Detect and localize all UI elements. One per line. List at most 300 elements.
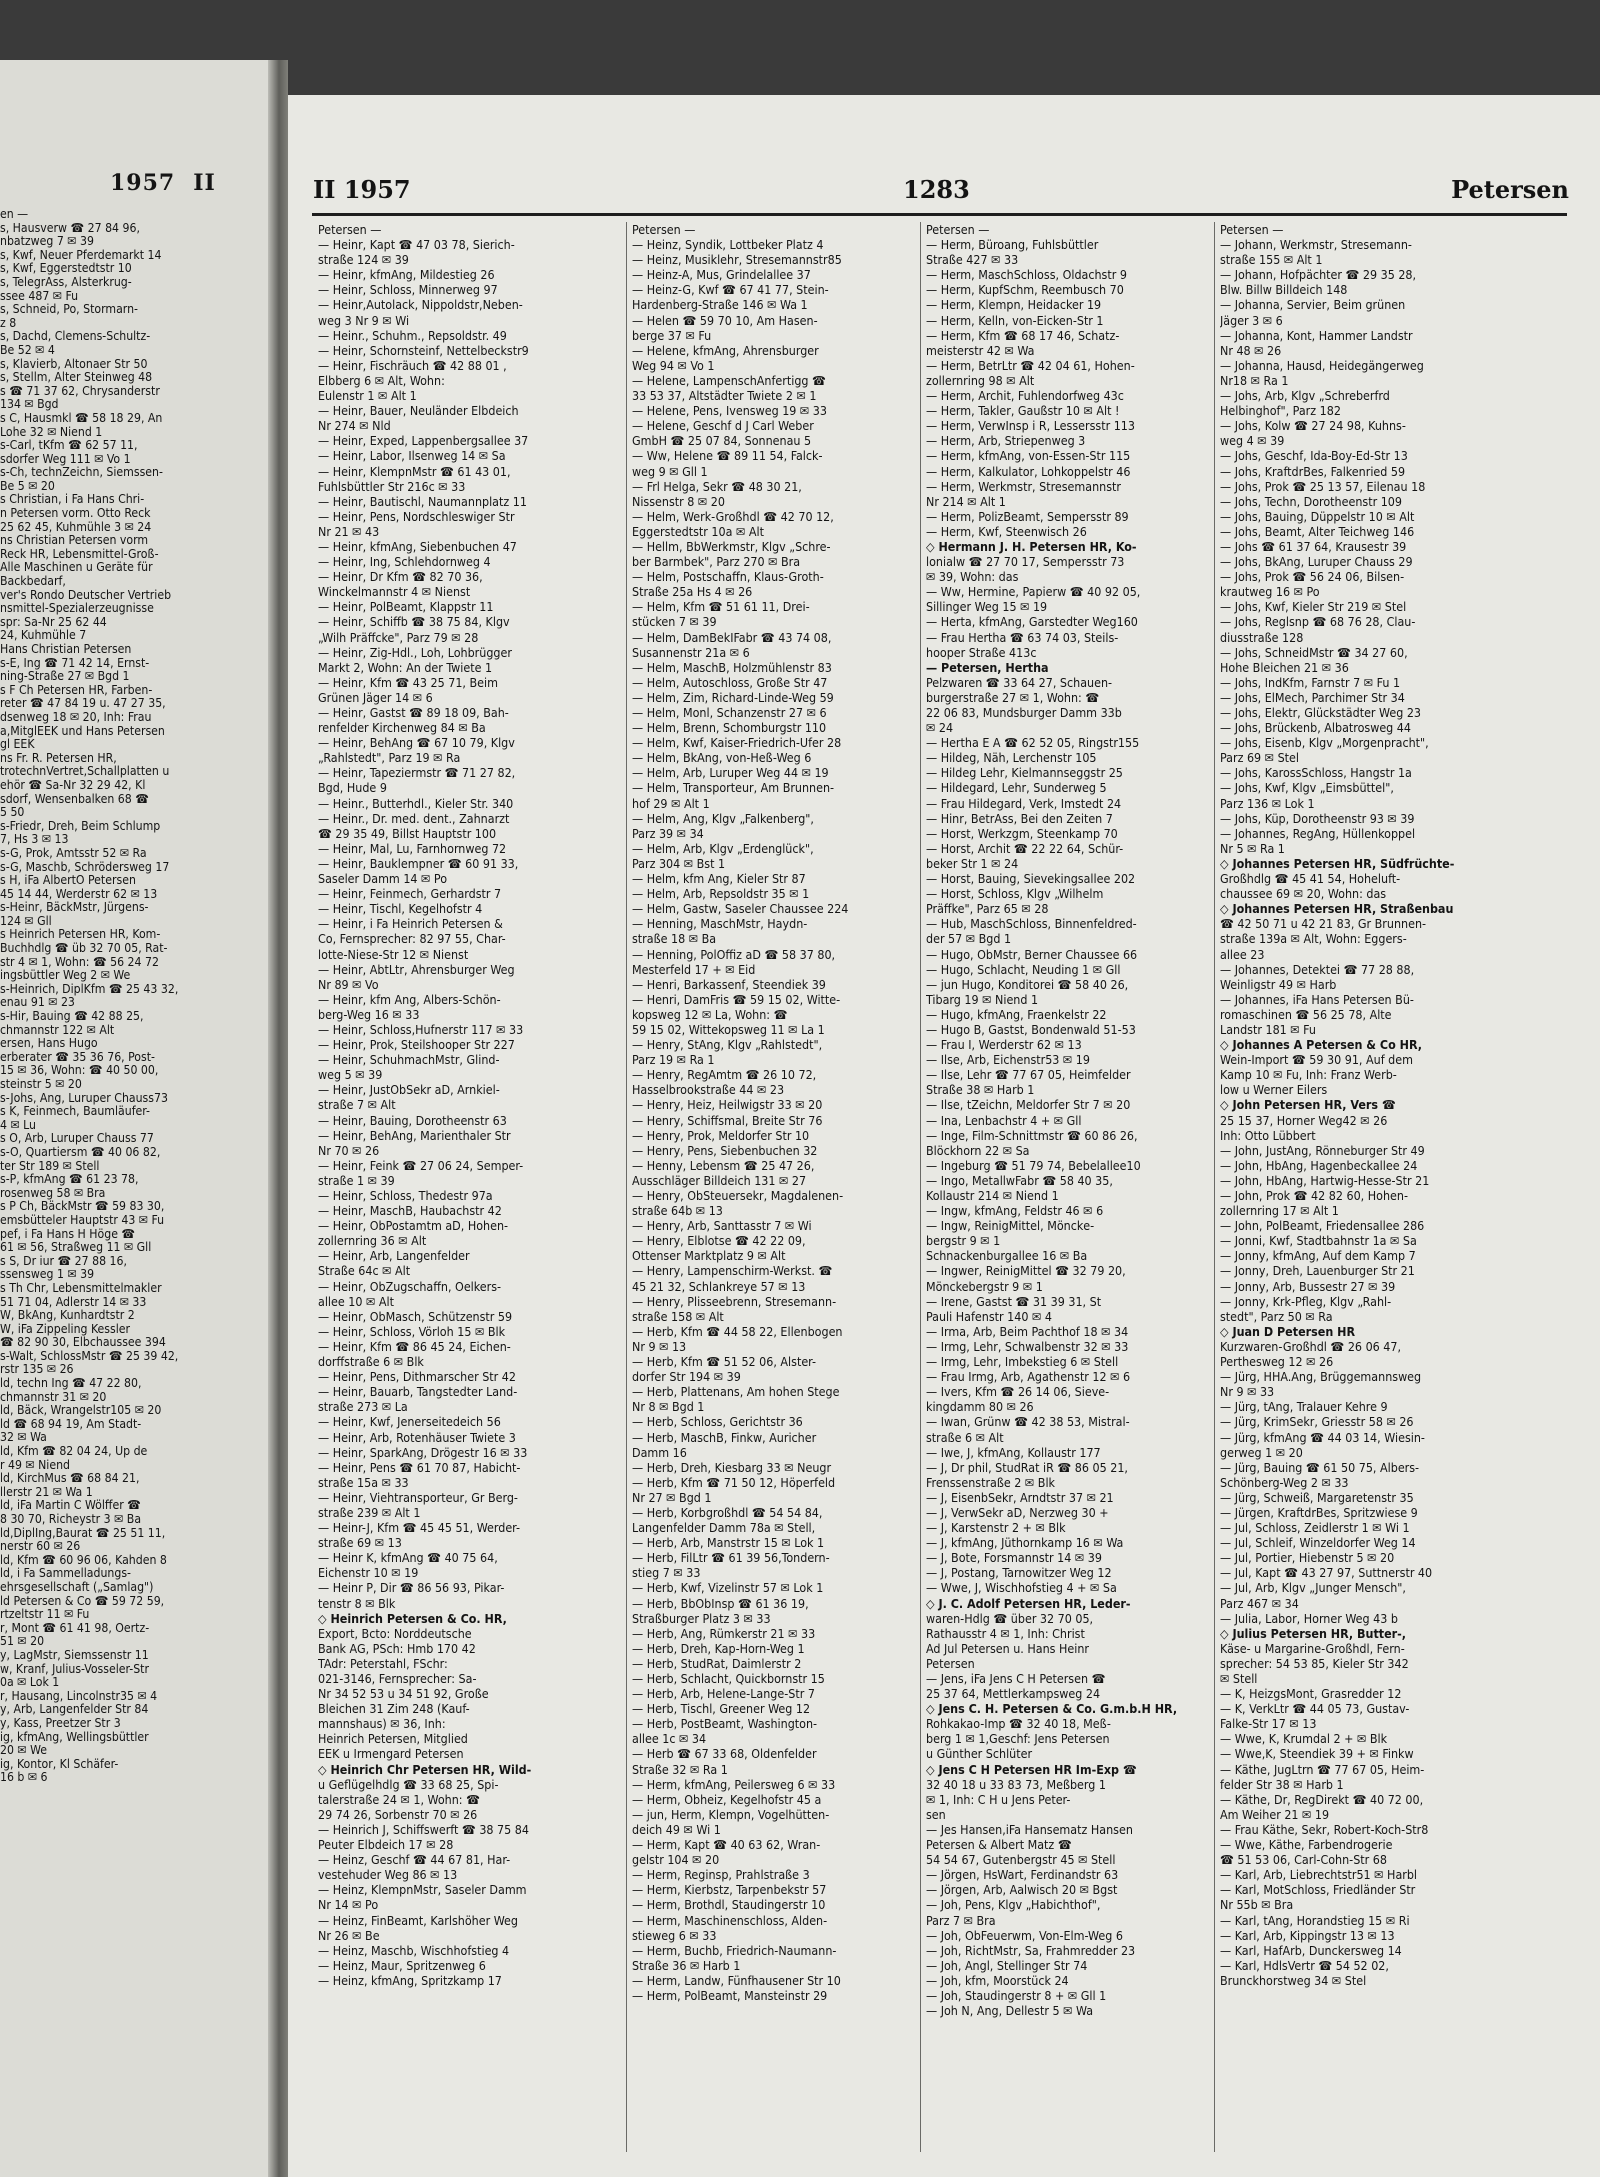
left-page-line: pef, i Fa Hans H Höge ☎ <box>0 1227 136 1241</box>
directory-entry-line: 45 21 32, Schlankreye 57 ✉ 13 <box>632 1278 806 1294</box>
directory-entry-line: — Joh N, Ang, Dellestr 5 ✉ Wa <box>926 2003 1094 2019</box>
header-rule <box>312 213 1567 216</box>
directory-entry-line: 32 40 18 u 33 83 73, Meßberg 1 <box>926 1776 1106 1792</box>
directory-entry-line: — Johs, KraftdrBes, Falkenried 59 <box>1220 463 1406 479</box>
directory-entry-line: — J, kfmAng, Jüthornkamp 16 ✉ Wa <box>926 1535 1124 1551</box>
directory-entry-line: Kollaustr 214 ✉ Niend 1 <box>926 1188 1059 1203</box>
directory-entry-line: Straße 25a Hs 4 ✉ 26 <box>632 584 753 600</box>
directory-entry-line: 021-3146, Fernsprecher: Sa- <box>318 1671 477 1686</box>
left-page-line: 51 ✉ 20 <box>0 1635 45 1649</box>
firm-entry-line: ◇ Heinrich Chr Petersen HR, Wild- <box>318 1761 532 1777</box>
left-page-line: sdorf, Wensenbalken 68 ☎ <box>0 792 149 806</box>
directory-entry-line: Blöckhorn 22 ✉ Sa <box>926 1142 1030 1158</box>
directory-entry-line: — Jörgen, HsWart, Ferdinandstr 63 <box>926 1867 1119 1883</box>
left-page-line: 8 30 70, Richeystr 3 ✉ Ba <box>0 1513 142 1526</box>
directory-entry-line: — Frau Irmg, Arb, Agathenstr 12 ✉ 6 <box>926 1369 1131 1385</box>
directory-entry-line: — Helene, Geschf d J Carl Weber <box>632 418 814 434</box>
directory-entry-line: — Herm, MaschSchloss, Oldachstr 9 <box>926 267 1127 283</box>
directory-entry-line: — Helm, DamBekIFabr ☎ 43 74 08, <box>632 629 832 645</box>
left-page-line: trotechnVertret,Schallplatten u <box>0 765 170 779</box>
directory-entry-line: — Joh, ObFeuerwm, Von-Elm-Weg 6 <box>926 1927 1123 1943</box>
left-page-line: Be 5 ✉ 20 <box>0 479 55 493</box>
directory-entry-line: „Wilh Präffcke", Parz 79 ✉ 28 <box>318 629 479 645</box>
directory-entry-line: Mesterfeld 17 + ✉ Eid <box>632 961 756 977</box>
directory-entry-line: — K, VerkLtr ☎ 44 05 73, Gustav- <box>1220 1701 1410 1717</box>
directory-entry-line: Brunckhorstweg 34 ✉ Stel <box>1220 1972 1367 1988</box>
directory-entry-line: — Henning, MaschMstr, Haydn- <box>632 916 808 932</box>
directory-entry-line: straße 124 ✉ 39 <box>318 252 409 268</box>
directory-entry-line: Parz 7 ✉ Bra <box>926 1912 996 1928</box>
directory-entry-line: — Ilse, tZeichn, Meldorfer Str 7 ✉ 20 <box>926 1097 1131 1113</box>
directory-entry-line: — Helene, kfmAng, Ahrensburger <box>632 342 819 358</box>
directory-entry-line: Nr 89 ✉ Vo <box>318 976 379 992</box>
directory-entry-line: — Irmg, Lehr, Imbekstieg 6 ✉ Stell <box>926 1354 1119 1370</box>
directory-entry-line: — Ina, Lenbachstr 4 + ✉ Gll <box>926 1112 1082 1128</box>
directory-entry-line: Bleichen 31 Zim 248 (Kauf- <box>318 1701 470 1717</box>
book-gutter <box>268 60 288 2177</box>
left-page-line: Be 52 ✉ 4 <box>0 343 55 357</box>
directory-entry-line: — Jul, Arb, Klgv „Junger Mensch", <box>1220 1580 1406 1596</box>
directory-entry-line: ber Barmbek", Parz 270 ✉ Bra <box>632 554 801 570</box>
directory-entry-line: — Johs, KarossSchloss, Hangstr 1a <box>1220 765 1412 781</box>
directory-entry-line: Pauli Hafenstr 140 ✉ 4 <box>926 1308 1052 1324</box>
directory-entry-line: — Herb, Dreh, Kiesbarg 33 ✉ Neugr <box>632 1459 832 1475</box>
directory-entry-line: — Helm, Kwf, Kaiser-Friedrich-Ufer 28 <box>632 735 842 751</box>
directory-entry-line: Hohe Bleichen 21 ✉ 36 <box>1220 659 1349 675</box>
directory-entry-line: — Heinr, ObMasch, Schützenstr 59 <box>318 1308 513 1324</box>
directory-entry-line: — Heinr, SparkAng, Drögestr 16 ✉ 33 <box>318 1444 528 1460</box>
directory-entry-line: — Heinr, kfm Ang, Albers-Schön- <box>318 991 501 1007</box>
firm-entry-line: ◇ Juan D Petersen HR <box>1220 1323 1356 1339</box>
directory-entry-line: kingdamm 80 ✉ 26 <box>926 1399 1034 1415</box>
directory-entry-line: straße 6 ✉ Alt <box>926 1429 1004 1445</box>
directory-entry-line: weg 3 Nr 9 ✉ Wi <box>318 312 410 328</box>
directory-entry-line: — John, HbAng, Hartwig-Hesse-Str 21 <box>1220 1172 1430 1188</box>
directory-entry-line: berg-Weg 16 ✉ 33 <box>318 1006 420 1022</box>
left-page-line: ld, Bäck, Wrangelstr105 ✉ 20 <box>0 1404 162 1418</box>
directory-entry-line: — Heinr, Schiffb ☎ 38 75 84, Klgv <box>318 614 510 630</box>
directory-entry-line: — J, Bote, Forsmannstr 14 ✉ 39 <box>926 1550 1102 1566</box>
left-page-line: s, Kwf, Neuer Pferdemarkt 14 <box>0 248 162 262</box>
directory-entry-line: Rathausstr 4 ✉ 1, Inh: Christ <box>926 1625 1085 1641</box>
directory-entry-line: — Helm, Arb, Klgv „Erdenglück", <box>632 840 814 856</box>
left-page-line: 20 ✉ We <box>0 1744 47 1758</box>
directory-entry-line: — Jörgen, Arb, Aalwisch 20 ✉ Bgst <box>926 1882 1118 1898</box>
directory-entry-line: — Heinr, Gastst ☎ 89 18 09, Bah- <box>318 705 509 720</box>
left-page-line: chmannstr 31 ✉ 20 <box>0 1390 107 1404</box>
directory-entry-line: — J, Dr phil, StudRat iR ☎ 86 05 21, <box>926 1459 1128 1475</box>
directory-entry-line: — Herb, StudRat, Daimlerstr 2 <box>632 1655 802 1671</box>
left-page-line: s O, Arb, Luruper Chauss 77 <box>0 1132 154 1146</box>
directory-entry-line: — Johannes, iFa Hans Petersen Bü- <box>1220 991 1414 1007</box>
directory-entry-line: — Heinr, Prok, Steilshooper Str 227 <box>318 1037 515 1053</box>
directory-entry-line: — Helm, Autoschloss, Große Str 47 <box>632 674 828 690</box>
left-page-line: ehrsgesellschaft („Samlag") <box>0 1580 154 1594</box>
directory-entry-line: — Heinr, KlempnMstr ☎ 61 43 01, <box>318 463 511 479</box>
directory-entry-line: burgerstraße 27 ✉ 1, Wohn: ☎ <box>926 689 1100 705</box>
directory-entry-line: — Iwe, J, kfmAng, Kollaustr 177 <box>926 1444 1101 1460</box>
left-page-year: 1957 <box>110 170 176 196</box>
directory-entry-line: Straße 427 ✉ 33 <box>926 252 1019 268</box>
directory-entry-line: — Johs, Prok ☎ 25 13 57, Eilenau 18 <box>1220 478 1426 494</box>
directory-entry-line: — Herm, kfmAng, von-Essen-Str 115 <box>926 448 1131 464</box>
directory-entry-line: GmbH ☎ 25 07 84, Sonnenau 5 <box>632 433 812 449</box>
directory-entry-line: — Henri, Barkassenf, Steendiek 39 <box>632 976 826 992</box>
left-page-line: ld,DiplIng,Baurat ☎ 25 51 11, <box>0 1526 166 1540</box>
directory-entry-line: — Irmg, Lehr, Schwalbenstr 32 ✉ 33 <box>926 1338 1129 1354</box>
directory-entry-line: — Herb, Tischl, Greener Weg 12 <box>632 1701 811 1717</box>
directory-entry-line: Nr 27 ✉ Bgd 1 <box>632 1489 712 1505</box>
directory-entry-line: — Horst, Schloss, Klgv „Wilhelm <box>926 886 1104 902</box>
directory-entry-line: Perthesweg 12 ✉ 26 <box>1220 1354 1334 1370</box>
directory-entry-line: mannshaus) ✉ 36, Inh: <box>318 1716 446 1732</box>
directory-entry-line: der 57 ✉ Bgd 1 <box>926 931 1012 947</box>
left-page-line: ersen, Hans Hugo <box>0 1037 98 1051</box>
directory-entry-line: u Günther Schlüter <box>926 1746 1033 1762</box>
directory-entry-line: — J, EisenbSekr, Arndtstr 37 ✉ 21 <box>926 1489 1114 1505</box>
directory-entry-line: Kamp 10 ✉ Fu, Inh: Franz Werb- <box>1220 1067 1397 1083</box>
left-page-line: s-G, Maschb, Schrödersweg 17 <box>0 860 170 874</box>
directory-entry-line: Nr 70 ✉ 26 <box>318 1142 380 1158</box>
directory-entry-line: Petersen — <box>632 222 696 237</box>
left-page-line: sdorfer Weg 111 ✉ Vo 1 <box>0 452 131 466</box>
directory-entry-line: Hasselbrookstraße 44 ✉ 23 <box>632 1082 785 1098</box>
directory-entry-line: — Jonny, Dreh, Lauenburger Str 21 <box>1220 1263 1415 1279</box>
directory-entry-line: hof 29 ✉ Alt 1 <box>632 795 710 811</box>
directory-entry-line: ☎ 29 35 49, Billst Hauptstr 100 <box>318 825 497 841</box>
directory-entry-line: — Henry, Heiz, Heilwigstr 33 ✉ 20 <box>632 1097 823 1113</box>
left-page-entries <box>0 208 236 1785</box>
directory-entry-line: waren-Hdlg ☎ über 32 70 05, <box>926 1610 1094 1626</box>
directory-entry-line: renfelder Kirchenweg 84 ✉ Ba <box>318 720 486 736</box>
directory-entry-line: — Heinr, Ing, Schlehdornweg 4 <box>318 554 491 570</box>
directory-entry-line: allee 1c ✉ 34 <box>632 1731 707 1747</box>
column-separator <box>626 222 627 2152</box>
left-page-line: s-P, kfmAng ☎ 61 23 78, <box>0 1173 139 1187</box>
directory-entry-line: Käse- u Margarine-Großhdl, Fern- <box>1220 1640 1405 1656</box>
directory-entry-line: — Heinr, Bauarb, Tangstedter Land- <box>318 1384 518 1400</box>
directory-entry-line: — Heinr, Feink ☎ 27 06 24, Semper- <box>318 1157 524 1173</box>
directory-entry-line: u Geflügelhdlg ☎ 33 68 25, Spi- <box>318 1776 499 1792</box>
directory-entry-line: — Jul, Schloss, Zeidlerstr 1 ✉ Wi 1 <box>1220 1520 1410 1536</box>
directory-entry-line: Straßburger Platz 3 ✉ 33 <box>632 1610 771 1626</box>
directory-entry-line: — Herm, Archit, Fuhlendorfweg 43c <box>926 388 1124 404</box>
left-page-line: s-Friedr, Dreh, Beim Schlump <box>0 819 161 833</box>
left-page-line: s-Johs, Ang, Luruper Chauss73 <box>0 1091 168 1105</box>
left-page-line: ld, KirchMus ☎ 68 84 21, <box>0 1472 140 1486</box>
directory-entry-line: — Johs, Arb, Klgv „Schreberfrd <box>1220 388 1390 404</box>
directory-entry-line: — Jürg, kfmAng ☎ 44 03 14, Wiesin- <box>1220 1429 1425 1445</box>
left-page-line: 25 62 45, Kuhmühle 3 ✉ 24 <box>0 520 152 534</box>
directory-entry-line: — Johs, Küp, Dorotheenstr 93 ✉ 39 <box>1220 810 1415 826</box>
directory-entry-line: — Jonni, Kwf, Stadtbahnstr 1a ✉ Sa <box>1220 1233 1417 1249</box>
directory-entry-line: — Jürg, Schweiß, Margaretenstr 35 <box>1220 1489 1414 1505</box>
left-page-line: s-O, Quartiersm ☎ 40 06 82, <box>0 1145 161 1159</box>
directory-entry-line: — Heinr, Bauklempner ☎ 60 91 33, <box>318 855 519 871</box>
directory-entry-line: straße 1 ✉ 39 <box>318 1172 395 1188</box>
directory-entry-line: Nr 5 ✉ Ra 1 <box>1220 840 1285 856</box>
directory-entry-line: — Heinz, Maschb, Wischhofstieg 4 <box>318 1942 510 1958</box>
directory-entry-line: Straße 32 ✉ Ra 1 <box>632 1761 728 1777</box>
directory-entry-line: — Heinr,Autolack, Nippoldstr,Neben- <box>318 297 523 313</box>
left-page-line: W, iFa Zippeling Kessler <box>0 1322 131 1336</box>
directory-entry-line: — J, Postang, Tarnowitzer Weg 12 <box>926 1565 1112 1581</box>
directory-entry-line: Wein-Import ☎ 59 30 91, Auf dem <box>1220 1052 1413 1068</box>
directory-entry-line: Weinligstr 49 ✉ Harb <box>1220 976 1337 992</box>
left-page-line: ssensweg 1 ✉ 39 <box>0 1268 95 1282</box>
directory-entry-line: — Herta, kfmAng, Garstedter Weg160 <box>926 614 1138 630</box>
directory-entry-line: — Helm, Postschaffn, Klaus-Groth- <box>632 569 824 585</box>
directory-entry-line: krautweg 16 ✉ Po <box>1220 584 1320 600</box>
directory-entry-line: ☎ 51 53 06, Carl-Cohn-Str 68 <box>1220 1852 1387 1868</box>
directory-entry-line: — Heinr, MaschB, Haubachstr 42 <box>318 1203 502 1219</box>
directory-entry-line: — Herm, Kfm ☎ 68 17 46, Schatz- <box>926 327 1120 343</box>
directory-entry-line: Heinrich Petersen, Mitglied <box>318 1731 468 1747</box>
directory-entry-line: 33 53 37, Altstädter Twiete 2 ✉ 1 <box>632 388 817 404</box>
directory-entry-line: — Johs, Elektr, Glückstädter Weg 23 <box>1220 705 1422 720</box>
directory-entry-line: straße 273 ✉ La <box>318 1399 408 1415</box>
directory-entry-line: Petersen — <box>1220 222 1284 237</box>
directory-entry-line: Winckelmannstr 4 ✉ Nienst <box>318 584 471 600</box>
directory-entry-line: gerweg 1 ✉ 20 <box>1220 1444 1303 1460</box>
directory-entry-line: — Heinr, Bauing, Dorotheenstr 63 <box>318 1112 507 1128</box>
left-page-line: ver's Rondo Deutscher Vertrieb <box>0 588 172 602</box>
left-page-line: s, Dachd, Clemens-Schultz- <box>0 330 151 344</box>
directory-entry-line: — Jens, iFa Jens C H Petersen ☎ <box>926 1671 1106 1686</box>
directory-entry-line: — Herb, Kfm ☎ 71 50 12, Höperfeld <box>632 1474 836 1490</box>
left-page-line: s-Carl, tKfm ☎ 62 57 11, <box>0 439 138 453</box>
directory-entry-line: Parz 19 ✉ Ra 1 <box>632 1052 715 1068</box>
directory-entry-line: — Hinr, BetrAss, Bei den Zeiten 7 <box>926 810 1113 826</box>
directory-entry-line: — Heinz-G, Kwf ☎ 67 41 77, Stein- <box>632 282 829 298</box>
directory-entry-line: — Johs, Geschf, Ida-Boy-Ed-Str 13 <box>1220 448 1408 464</box>
directory-entry-line: 59 15 02, Wittekopsweg 11 ✉ La 1 <box>632 1021 825 1037</box>
directory-entry-line: allee 23 <box>1220 946 1265 962</box>
directory-entry-line: felder Str 38 ✉ Harb 1 <box>1220 1776 1344 1792</box>
firm-entry-line: ◇ Johannes Petersen HR, Südfrüchte- <box>1220 855 1455 871</box>
directory-entry-line: — Iwan, Grünw ☎ 42 38 53, Mistral- <box>926 1414 1130 1430</box>
left-page-line: 4 ✉ Lu <box>0 1118 36 1132</box>
directory-entry-line: — Herb, Arb, Helene-Lange-Str 7 <box>632 1686 815 1702</box>
directory-entry-line: „Rahlstedt", Parz 19 ✉ Ra <box>318 750 461 766</box>
firm-entry-line: ◇ Jens C. H. Petersen & Co. G.m.b.H HR, <box>926 1701 1178 1717</box>
firm-entry-line: ◇ Johannes A Petersen & Co HR, <box>1220 1037 1423 1053</box>
left-page-line: 32 ✉ Wa <box>0 1431 47 1445</box>
directory-entry-line: — Johs, Reglsnp ☎ 68 76 28, Clau- <box>1220 614 1416 630</box>
left-page-line: s K, Feinmech, Baumläufer- <box>0 1105 150 1119</box>
directory-entry-line: Frenssenstraße 2 ✉ Blk <box>926 1474 1056 1490</box>
directory-entry-line: — Henry, Plisseebrenn, Stresemann- <box>632 1293 837 1309</box>
left-page-line: y, Arb, Langenfelder Str 84 <box>0 1703 149 1717</box>
directory-entry-line: Nr 214 ✉ Alt 1 <box>926 493 1006 509</box>
directory-entry-line: — Helm, Gastw, Saseler Chaussee 224 <box>632 901 849 917</box>
directory-entry-line: — Heinr, Schornsteinf, Nettelbeckstr9 <box>318 342 529 358</box>
directory-entry-line: — Karl, Arb, Liebrechtstr51 ✉ Harbl <box>1220 1867 1418 1883</box>
directory-entry-line: Susannenstr 21a ✉ 6 <box>632 644 750 660</box>
directory-entry-line: — Helene, LampenschAnfertigg ☎ <box>632 372 826 388</box>
directory-entry-line: — Jürgen, KraftdrBes, Spritzwiese 9 <box>1220 1504 1418 1520</box>
firm-entry-line: ◇ Hermann J. H. Petersen HR, Ko- <box>926 538 1137 554</box>
directory-entry-line: Mönckebergstr 9 ✉ 1 <box>926 1278 1043 1294</box>
firm-entry-line: ◇ J. C. Adolf Petersen HR, Leder- <box>926 1595 1131 1611</box>
left-page-line: str 4 ✉ 1, Wohn: ☎ 56 24 72 <box>0 955 159 969</box>
directory-entry-line: — Johs, IndKfm, Farnstr 7 ✉ Fu 1 <box>1220 674 1401 690</box>
left-page-line: dsenweg 18 ✉ 20, Inh: Frau <box>0 710 152 724</box>
directory-entry-line: — Joh, Pens, Klgv „Habichthof", <box>926 1897 1101 1913</box>
directory-entry-line: Parz 69 ✉ Stel <box>1220 750 1299 766</box>
directory-entry-line: Petersen — <box>926 222 990 237</box>
directory-entry-line: zollernring 98 ✉ Alt <box>926 372 1035 388</box>
directory-entry-line: — Heinz, Syndik, Lottbeker Platz 4 <box>632 237 824 253</box>
directory-entry-line: — Hellm, BbWerkmstr, Klgv „Schre- <box>632 538 831 554</box>
left-page-line: s S, Dr iur ☎ 27 88 16, <box>0 1254 127 1268</box>
directory-entry-line: — Herm, Reginsp, Prahlstraße 3 <box>632 1867 810 1883</box>
left-page-line: rstr 135 ✉ 26 <box>0 1363 74 1377</box>
directory-entry-line: tenstr 8 ✉ Blk <box>318 1595 396 1611</box>
directory-entry-line: — Henry, Arb, Santtasstr 7 ✉ Wi <box>632 1218 812 1234</box>
left-page-line: ld, techn Ing ☎ 47 22 80, <box>0 1377 142 1391</box>
directory-entry-line: Großhdlg ☎ 45 41 54, Hoheluft- <box>1220 871 1401 887</box>
directory-entry-line: — Herm, Buchb, Friedrich-Naumann- <box>632 1942 837 1958</box>
directory-entry-line: diusstraße 128 <box>1220 629 1304 645</box>
directory-entry-line: — jun Hugo, Konditorei ☎ 58 40 26, <box>926 976 1129 992</box>
directory-entry-line: romaschinen ☎ 56 25 78, Alte <box>1220 1006 1392 1022</box>
directory-entry-line: Parz 39 ✉ 34 <box>632 825 704 841</box>
directory-entry-line: — Helm, Arb, Repsoldstr 35 ✉ 1 <box>632 886 810 902</box>
directory-entry-line: — Wwe, K, Krumdal 2 + ✉ Blk <box>1220 1731 1388 1747</box>
directory-entry-line: — Herb, Kwf, Vizelinstr 57 ✉ Lok 1 <box>632 1580 824 1596</box>
directory-entry-line: Nr 48 ✉ 26 <box>1220 342 1282 358</box>
directory-entry-line: straße 239 ✉ Alt 1 <box>318 1504 421 1520</box>
directory-entry-line: — Heinz, Geschf ☎ 44 67 81, Har- <box>318 1852 511 1868</box>
directory-entry-line: — Horst, Bauing, Sievekingsallee 202 <box>926 871 1136 887</box>
directory-entry-line: TAdr: Peterstahl, FSchr: <box>318 1655 448 1671</box>
directory-entry-line: — Herb, Schlacht, Quickbornstr 15 <box>632 1671 825 1686</box>
directory-entry-line: — Helm, Monl, Schanzenstr 27 ✉ 6 <box>632 705 827 720</box>
directory-entry-line: — Hildeg, Näh, Lerchenstr 105 <box>926 750 1097 766</box>
left-page-line: 0a ✉ Lok 1 <box>0 1676 60 1690</box>
directory-entry-line: Ad Jul Petersen u. Hans Heinr <box>926 1640 1090 1656</box>
directory-entry-line: — Herm, PolBeamt, Mansteinstr 29 <box>632 1987 828 2003</box>
directory-entry-line: — Horst, Werkzgm, Steenkamp 70 <box>926 825 1118 841</box>
directory-entry-line: stieweg 6 ✉ 33 <box>632 1927 717 1943</box>
directory-entry-line: sen <box>926 1806 946 1822</box>
left-page-line: steinstr 5 ✉ 20 <box>0 1078 82 1091</box>
directory-entry-line: — Herb, Plattenans, Am hohen Stege <box>632 1384 840 1400</box>
directory-entry-line: Bgd, Hude 9 <box>318 780 387 796</box>
directory-entry-line: Bank AG, PSch: Hmb 170 42 <box>318 1640 476 1656</box>
directory-entry-line: — Heinr, Schloss, Minnerweg 97 <box>318 282 498 298</box>
directory-entry-line: Elbberg 6 ✉ Alt, Wohn: <box>318 372 445 388</box>
directory-entry-line: — K, HeizgsMont, Grasredder 12 <box>1220 1686 1402 1702</box>
directory-entry-line: 54 54 67, Gutenbergstr 45 ✉ Stell <box>926 1852 1116 1868</box>
directory-entry-line: — Heinz-A, Mus, Grindelallee 37 <box>632 267 811 283</box>
directory-entry-line: weg 4 ✉ 39 <box>1220 433 1285 449</box>
directory-entry-line: — Heinr, ObPostamtm aD, Hohen- <box>318 1218 509 1234</box>
directory-entry-line: Schönberg-Weg 2 ✉ 33 <box>1220 1474 1349 1490</box>
directory-entry-line: — Henry, ObSteuersekr, Magdalenen- <box>632 1188 844 1203</box>
left-page-line: enau 91 ✉ 23 <box>0 996 75 1010</box>
directory-entry-line: Nr 14 ✉ Po <box>318 1897 379 1913</box>
directory-entry-line: zollernring 36 ✉ Alt <box>318 1233 427 1249</box>
left-page-line: W, BkAng, Kunhardtstr 2 <box>0 1309 135 1323</box>
directory-entry-line: — Herm, kfmAng, Peilersweg 6 ✉ 33 <box>632 1776 836 1792</box>
directory-entry-line: — Ilse, Lehr ☎ 77 67 05, Heimfelder <box>926 1067 1131 1083</box>
directory-entry-line: — Jul, Portier, Hiebenstr 5 ✉ 20 <box>1220 1550 1395 1566</box>
directory-entry-line: — Helm, kfm Ang, Kieler Str 87 <box>632 871 806 887</box>
directory-entry-line: — Heinz, Maur, Spritzenweg 6 <box>318 1957 486 1973</box>
directory-entry-line: — Herb, Korbgroßhdl ☎ 54 54 84, <box>632 1504 823 1520</box>
directory-entry-line: — Herm, Obheiz, Kegelhofstr 45 a <box>632 1791 822 1807</box>
directory-entry-line: — Joh, kfm, Moorstück 24 <box>926 1972 1069 1988</box>
left-page-volume: II <box>193 170 216 196</box>
directory-entry-line: — Johanna, Servier, Beim grünen <box>1220 297 1406 313</box>
left-page-line: Alle Maschinen u Geräte für <box>0 561 153 575</box>
directory-entry-line: Nissenstr 8 ✉ 20 <box>632 493 725 509</box>
firm-entry-line: ◇ Julius Petersen HR, Butter-, <box>1220 1625 1407 1641</box>
left-page-line: nsmittel-Spezialerzeugnisse <box>0 602 154 616</box>
directory-entry-line: — Herm, Landw, Fünfhausener Str 10 <box>632 1972 841 1988</box>
left-page-line: r 49 ✉ Niend <box>0 1458 70 1472</box>
directory-entry-line: — Heinr, Bautischl, Naumannplatz 11 <box>318 493 527 509</box>
left-page-line: s-Walt, SchlossMstr ☎ 25 39 42, <box>0 1349 179 1363</box>
directory-entry-line: — Käthe, JugLtrn ☎ 77 67 05, Heim- <box>1220 1761 1425 1777</box>
directory-entry-line: Petersen & Albert Matz ☎ <box>926 1837 1072 1853</box>
directory-entry-line: Nr 9 ✉ 33 <box>1220 1384 1275 1400</box>
directory-entry-line: EEK u Irmengard Petersen <box>318 1746 464 1762</box>
left-page-line: ld, iFa Martin C Wölffer ☎ <box>0 1499 141 1513</box>
directory-entry-line: — Helm, Brenn, Schomburgstr 110 <box>632 720 827 736</box>
directory-entry-line: — Herb, PostBeamt, Washington- <box>632 1716 818 1732</box>
left-page-line: ld, i Fa Sammelladungs- <box>0 1567 131 1581</box>
left-page-line: nbatzweg 7 ✉ 39 <box>0 235 94 249</box>
directory-entry-line: — Johannes, RegAng, Hüllenkoppel <box>1220 825 1416 841</box>
directory-entry-line: Grünen Jäger 14 ✉ 6 <box>318 689 433 705</box>
directory-entry-line: — Henry, Pens, Siebenbuchen 32 <box>632 1142 818 1158</box>
directory-entry-line: Falke-Str 17 ✉ 13 <box>1220 1716 1317 1732</box>
directory-entry-line: — Hugo, Schlacht, Neuding 1 ✉ Gll <box>926 961 1121 977</box>
directory-entry-line: — Herm, PolizBeamt, Sempersstr 89 <box>926 508 1129 524</box>
left-page-line: chmannstr 122 ✉ Alt <box>0 1023 115 1037</box>
directory-entry-line: Markt 2, Wohn: An der Twiete 1 <box>318 659 493 675</box>
directory-entry-line: straße 69 ✉ 13 <box>318 1535 402 1551</box>
directory-entry-line: Parz 304 ✉ Bst 1 <box>632 855 726 871</box>
directory-entry-line: — Jonny, Arb, Bussestr 27 ✉ 39 <box>1220 1278 1396 1294</box>
directory-entry-line: kopsweg 12 ✉ La, Wohn: ☎ <box>632 1006 788 1022</box>
directory-entry-line: bergstr 9 ✉ 1 <box>926 1233 1001 1249</box>
directory-entry-line: berg 1 ✉ 1,Geschf: Jens Petersen <box>926 1731 1110 1747</box>
directory-entry-line: — Heinr, Exped, Lappenbergsallee 37 <box>318 433 529 449</box>
directory-entry-line: — Wwe, Käthe, Farbendrogerie <box>1220 1837 1393 1853</box>
directory-entry-line: talerstraße 24 ✉ 1, Wohn: ☎ <box>318 1791 480 1807</box>
directory-entry-line: — Jürg, HHA.Ang, Brüggemannsweg <box>1220 1369 1422 1385</box>
directory-entry-line: — Heinr, Kfm ☎ 43 25 71, Beim <box>318 674 498 690</box>
directory-entry-line: Nr 274 ✉ Nld <box>318 418 391 434</box>
directory-entry-line: — Johanna, Hausd, Heidegängerweg <box>1220 357 1424 373</box>
left-page-line: s Christian, i Fa Hans Chri- <box>0 493 145 507</box>
directory-entry-line: — Ww, Helene ☎ 89 11 54, Falck- <box>632 448 823 464</box>
left-page-line: 134 ✉ Bgd <box>0 398 59 412</box>
left-page-line: 7, Hs 3 ✉ 13 <box>0 833 69 847</box>
directory-entry-line: — Heinr P, Dir ☎ 86 56 93, Pikar- <box>318 1580 505 1596</box>
directory-entry-line: — Herb, Kfm ☎ 44 58 22, Ellenbogen <box>632 1323 843 1339</box>
directory-entry-line: — Hildeg Lehr, Kielmannseggstr 25 <box>926 765 1123 781</box>
directory-entry-line: — John, Prok ☎ 42 82 60, Hohen- <box>1220 1188 1408 1203</box>
directory-entry-line: allee 10 ✉ Alt <box>318 1293 394 1309</box>
directory-entry-line: — Helen ☎ 59 70 10, Am Hasen- <box>632 312 818 328</box>
directory-entry-line: — Heinr., Schuhm., Repsoldstr. 49 <box>318 327 507 343</box>
directory-entry-line: — Herb, BbObInsp ☎ 61 36 19, <box>632 1595 809 1611</box>
